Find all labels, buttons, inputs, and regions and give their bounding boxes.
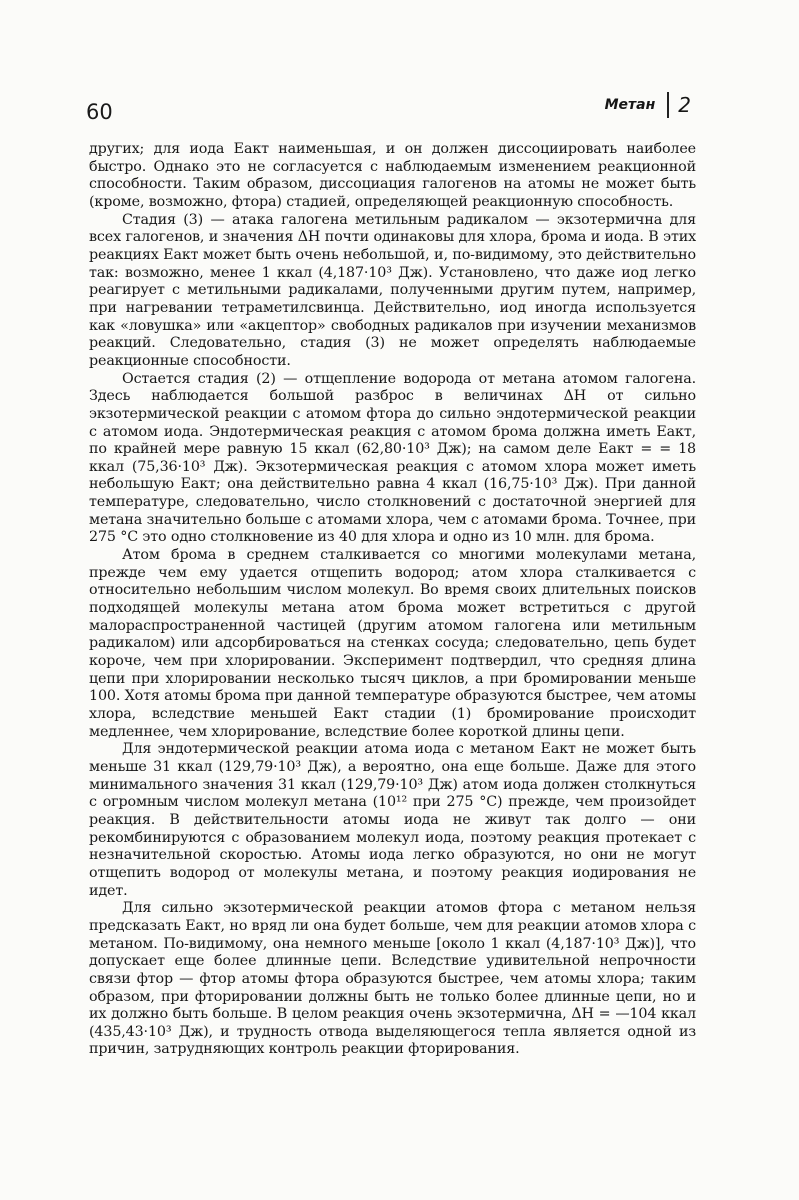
chapter-number: 2 [678,93,691,117]
body-text [89,141,696,1059]
paragraph-stage-2: Остается стадия (2) — отщепление водорода от метана атомом галогена. Здесь наблюдается большой разброс в величинах ΔH от сильно экзотермической реакции с атомом фтора до сильно эндотермической реакции с атомом иода. Эндотермическая реакция с атомом брома должна иметь Eакт, по крайней мере равную 15 ккал (62,80·10³ Дж); на самом деле Eакт = = 18 ккал (75,36·10³ Дж). Экзотермическая реакция с атомом хлора может иметь небольшую Eакт; она действительно равна 4 ккал (16,75·10³ Дж). При данной температуре, следовательно, число столкновений с достаточной энергией для метана значительно больше с атомами хлора, чем с атомами брома. Точнее, при 275 °C это одно столкновение из 40 для хлора и одно из 10 млн. для брома. [89,370,696,546]
paragraph-stage-3: Стадия (3) — атака галогена метильным радикалом — экзотермична для всех галогенов, и значения ΔH почти одинаковы для хлора, брома и иода. В этих реакциях Eакт может быть очень небольшой, и, по-видимому, это действительно так: возможно, менее 1 ккал (4,187·10³ Дж). Установлено, что даже иод легко реагирует с метильными радикалами, полученными другим путем, например, при нагревании тетраметилсвинца. Действительно, иод иногда используется как «ловушка» или «акцептор» свободных радикалов при изучении механизмов реакций. Следовательно, стадия (3) не может определять наблюдаемые реакционные способности. [89,211,696,369]
running-head [605,92,691,118]
paragraph-continuation: других; для иода Eакт наименьшая, и он должен диссоциировать наиболее быстро. Однако это не согласуется с наблюдаемым изменением реакционной способности. Таким образом, диссоциация галогенов на атомы не может быть (кроме, возможно, фтора) стадией, определяющей реакционную способность. [89,141,696,210]
paragraph-fluorine: Для сильно экзотермической реакции атомов фтора с метаном нельзя предсказать Eакт, но вряд ли она будет больше, чем для реакции атомов хлора с метаном. По-видимому, она немного меньше [около 1 ккал (4,187·10³ Дж)], что допускает еще более длинные цепи. Вследствие удивительной непрочности связи фтор — фтор атомы фтора образуются быстрее, чем атомы хлора; таким образом, при фторировании должны быть не только более длинные цепи, но и их должно быть больше. В целом реакция очень экзотермична, ΔH = —104 ккал (435,43·10³ Дж), и трудность отвода выделяющегося тепла является одной из причин, затрудняющих контроль реакции фторирования. [89,900,696,1058]
paragraph-bromine-chains: Атом брома в среднем сталкивается со многими молекулами метана, прежде чем ему удается отщепить водород; атом хлора сталкивается с относительно небольшим числом молекул. Во время своих длительных поисков подходящей молекулы метана атом брома может встретиться с другой малораспространенной частицей (другим атомом галогена или метильным радикалом) или адсорбироваться на стенках сосуда; следовательно, цепь будет короче, чем при хлорировании. Эксперимент подтвердил, что средняя длина цепи при хлорировании несколько тысяч циклов, а при бромировании меньше 100. Хотя атомы брома при данной температуре образуются быстрее, чем атомы хлора, вследствие меньшей Eакт стадии (1) бромирование происходит медленнее, чем хлорирование, вследствие более короткой длины цепи. [89,547,696,740]
paragraph-iodine: Для эндотермической реакции атома иода с метаном Eакт не может быть меньше 31 ккал (129,79·10³ Дж), а вероятно, она еще больше. Даже для этого минимального значения 31 ккал (129,79·10³ Дж) атом иода должен столкнуться с огромным числом молекул метана (10¹² при 275 °C) прежде, чем произойдет реакция. В действительности атомы иода не живут так долго — они рекомбинируются с образованием молекул иода, поэтому реакция протекает с незначительной скоростью. Атомы иода легко образуются, но они не могут отщепить водород от молекулы метана, и поэтому реакция иодирования не идет. [89,741,696,899]
running-title: Метан [604,97,656,113]
header-divider [667,92,669,118]
page-number: 60 [86,100,113,124]
